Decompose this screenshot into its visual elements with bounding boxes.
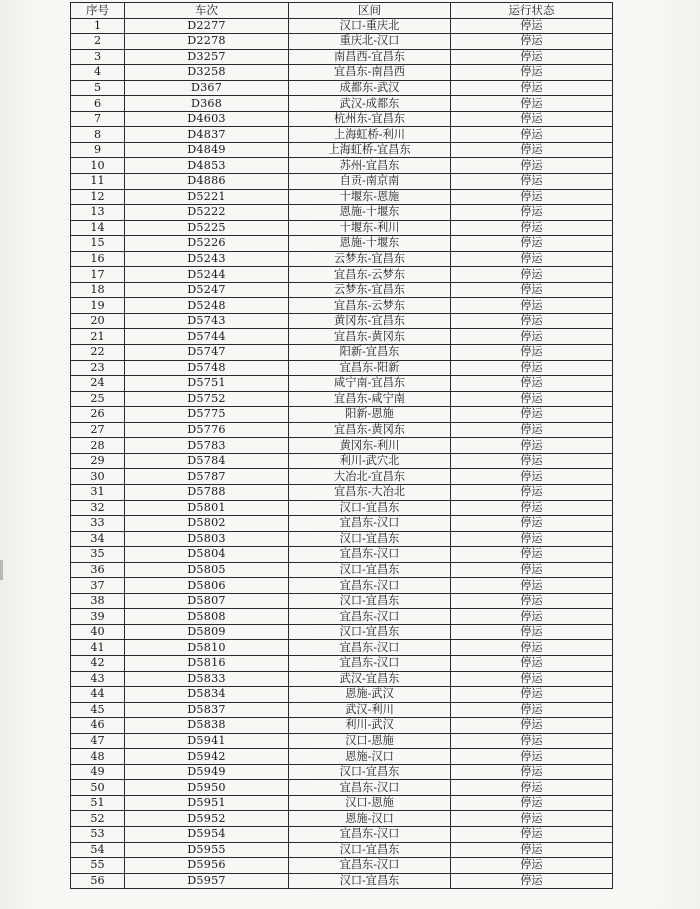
cell-seq: 15 — [71, 236, 125, 252]
cell-seq: 44 — [71, 687, 125, 703]
cell-seq: 39 — [71, 609, 125, 625]
cell-status: 停运 — [451, 811, 613, 827]
table-row — [71, 531, 613, 547]
table-row — [71, 671, 613, 687]
table-row — [71, 220, 613, 236]
cell-route: 宜昌东-南昌西 — [289, 65, 451, 81]
cell-train: D5801 — [125, 500, 289, 516]
cell-status: 停运 — [451, 687, 613, 703]
cell-train: D5805 — [125, 562, 289, 578]
cell-train: D5226 — [125, 236, 289, 252]
cell-seq: 5 — [71, 80, 125, 96]
cell-seq: 52 — [71, 811, 125, 827]
cell-route: 阳新-宜昌东 — [289, 345, 451, 361]
table-row — [71, 702, 613, 718]
cell-train: D5743 — [125, 313, 289, 329]
cell-train: D5941 — [125, 733, 289, 749]
cell-status: 停运 — [451, 407, 613, 423]
cell-seq: 35 — [71, 547, 125, 563]
table-row — [71, 826, 613, 842]
cell-status: 停运 — [451, 422, 613, 438]
cell-train: D2277 — [125, 18, 289, 34]
header-seq: 序号 — [71, 3, 125, 19]
cell-seq: 50 — [71, 780, 125, 796]
cell-status: 停运 — [451, 733, 613, 749]
header-status: 运行状态 — [451, 3, 613, 19]
table-row — [71, 842, 613, 858]
cell-route: 黄冈东-利川 — [289, 438, 451, 454]
cell-status: 停运 — [451, 282, 613, 298]
cell-status: 停运 — [451, 251, 613, 267]
cell-seq: 27 — [71, 422, 125, 438]
cell-status: 停运 — [451, 624, 613, 640]
cell-status: 停运 — [451, 842, 613, 858]
table-row — [71, 640, 613, 656]
cell-route: 宜昌东-汉口 — [289, 655, 451, 671]
cell-route: 汉口-宜昌东 — [289, 624, 451, 640]
cell-seq: 7 — [71, 111, 125, 127]
cell-route: 汉口-宜昌东 — [289, 593, 451, 609]
cell-seq: 20 — [71, 313, 125, 329]
cell-route: 武汉-利川 — [289, 702, 451, 718]
cell-train: D5837 — [125, 702, 289, 718]
cell-status: 停运 — [451, 795, 613, 811]
cell-route: 恩施-汉口 — [289, 811, 451, 827]
cell-seq: 51 — [71, 795, 125, 811]
cell-seq: 22 — [71, 345, 125, 361]
cell-route: 宜昌东-汉口 — [289, 858, 451, 874]
cell-status: 停运 — [451, 65, 613, 81]
cell-route: 武汉-宜昌东 — [289, 671, 451, 687]
cell-status: 停运 — [451, 376, 613, 392]
cell-status: 停运 — [451, 391, 613, 407]
cell-route: 南昌西-宜昌东 — [289, 49, 451, 65]
cell-status: 停运 — [451, 453, 613, 469]
cell-train: D5751 — [125, 376, 289, 392]
cell-route: 上海虹桥-宜昌东 — [289, 142, 451, 158]
table-row — [71, 313, 613, 329]
cell-seq: 41 — [71, 640, 125, 656]
cell-route: 恩施-十堰东 — [289, 236, 451, 252]
table-row — [71, 453, 613, 469]
table-row — [71, 205, 613, 221]
cell-status: 停运 — [451, 484, 613, 500]
table-row — [71, 267, 613, 283]
cell-train: D5951 — [125, 795, 289, 811]
cell-seq: 14 — [71, 220, 125, 236]
cell-train: D5784 — [125, 453, 289, 469]
cell-train: D5804 — [125, 547, 289, 563]
table-row — [71, 407, 613, 423]
cell-route: 利川-武汉 — [289, 718, 451, 734]
table-row — [71, 65, 613, 81]
cell-route: 阳新-恩施 — [289, 407, 451, 423]
cell-seq: 9 — [71, 142, 125, 158]
cell-route: 宜昌东-云梦东 — [289, 267, 451, 283]
cell-route: 汉口-宜昌东 — [289, 531, 451, 547]
table-row — [71, 80, 613, 96]
table-row — [71, 609, 613, 625]
cell-route: 成都东-武汉 — [289, 80, 451, 96]
cell-status: 停运 — [451, 562, 613, 578]
table-row — [71, 578, 613, 594]
cell-train: D5783 — [125, 438, 289, 454]
cell-train: D5807 — [125, 593, 289, 609]
cell-status: 停运 — [451, 609, 613, 625]
table-row — [71, 236, 613, 252]
cell-status: 停运 — [451, 96, 613, 112]
cell-status: 停运 — [451, 531, 613, 547]
cell-train: D5810 — [125, 640, 289, 656]
table-row — [71, 189, 613, 205]
table-row — [71, 298, 613, 314]
cell-seq: 45 — [71, 702, 125, 718]
cell-route: 汉口-宜昌东 — [289, 764, 451, 780]
table-row — [71, 718, 613, 734]
cell-status: 停运 — [451, 702, 613, 718]
cell-status: 停运 — [451, 34, 613, 50]
cell-seq: 49 — [71, 764, 125, 780]
cell-seq: 48 — [71, 749, 125, 765]
cell-train: D5244 — [125, 267, 289, 283]
cell-status: 停运 — [451, 345, 613, 361]
cell-train: D5744 — [125, 329, 289, 345]
cell-seq: 36 — [71, 562, 125, 578]
cell-seq: 30 — [71, 469, 125, 485]
cell-route: 宜昌东-汉口 — [289, 609, 451, 625]
table-row — [71, 345, 613, 361]
cell-route: 自贡-南京南 — [289, 174, 451, 190]
cell-train: D5957 — [125, 873, 289, 889]
table-row — [71, 282, 613, 298]
cell-seq: 17 — [71, 267, 125, 283]
cell-train: D4837 — [125, 127, 289, 143]
cell-train: D5752 — [125, 391, 289, 407]
table-row — [71, 18, 613, 34]
cell-seq: 12 — [71, 189, 125, 205]
cell-seq: 53 — [71, 826, 125, 842]
cell-train: D5775 — [125, 407, 289, 423]
cell-seq: 47 — [71, 733, 125, 749]
cell-status: 停运 — [451, 127, 613, 143]
cell-train: D5949 — [125, 764, 289, 780]
cell-route: 十堰东-恩施 — [289, 189, 451, 205]
cell-seq: 19 — [71, 298, 125, 314]
table-row — [71, 329, 613, 345]
cell-route: 杭州东-宜昌东 — [289, 111, 451, 127]
cell-train: D4886 — [125, 174, 289, 190]
table-row — [71, 391, 613, 407]
cell-route: 苏州-宜昌东 — [289, 158, 451, 174]
cell-seq: 4 — [71, 65, 125, 81]
cell-status: 停运 — [451, 749, 613, 765]
cell-train: D5955 — [125, 842, 289, 858]
cell-route: 汉口-宜昌东 — [289, 873, 451, 889]
cell-seq: 28 — [71, 438, 125, 454]
cell-status: 停运 — [451, 764, 613, 780]
cell-seq: 56 — [71, 873, 125, 889]
cell-train: D4849 — [125, 142, 289, 158]
cell-train: D5956 — [125, 858, 289, 874]
cell-seq: 37 — [71, 578, 125, 594]
cell-train: D5776 — [125, 422, 289, 438]
cell-status: 停运 — [451, 111, 613, 127]
cell-seq: 40 — [71, 624, 125, 640]
cell-route: 汉口-恩施 — [289, 795, 451, 811]
cell-seq: 8 — [71, 127, 125, 143]
table-row — [71, 562, 613, 578]
cell-status: 停运 — [451, 174, 613, 190]
cell-train: D5247 — [125, 282, 289, 298]
page-edge-mark — [0, 560, 3, 580]
table-row — [71, 687, 613, 703]
table-row — [71, 96, 613, 112]
cell-seq: 2 — [71, 34, 125, 50]
cell-status: 停运 — [451, 329, 613, 345]
cell-train: D5954 — [125, 826, 289, 842]
cell-train: D5806 — [125, 578, 289, 594]
cell-seq: 3 — [71, 49, 125, 65]
cell-status: 停运 — [451, 516, 613, 532]
cell-seq: 54 — [71, 842, 125, 858]
table-row — [71, 251, 613, 267]
cell-seq: 31 — [71, 484, 125, 500]
cell-route: 云梦东-宜昌东 — [289, 251, 451, 267]
cell-route: 上海虹桥-利川 — [289, 127, 451, 143]
cell-status: 停运 — [451, 142, 613, 158]
cell-train: D3257 — [125, 49, 289, 65]
cell-train: D5950 — [125, 780, 289, 796]
table-row — [71, 422, 613, 438]
table-row — [71, 376, 613, 392]
table-row — [71, 749, 613, 765]
cell-seq: 18 — [71, 282, 125, 298]
cell-train: D5809 — [125, 624, 289, 640]
table-row — [71, 500, 613, 516]
cell-train: D4603 — [125, 111, 289, 127]
cell-route: 宜昌东-汉口 — [289, 780, 451, 796]
cell-route: 汉口-宜昌东 — [289, 562, 451, 578]
cell-route: 宜昌东-黄冈东 — [289, 422, 451, 438]
cell-status: 停运 — [451, 158, 613, 174]
cell-status: 停运 — [451, 267, 613, 283]
table-row — [71, 484, 613, 500]
cell-route: 武汉-成都东 — [289, 96, 451, 112]
cell-train: D4853 — [125, 158, 289, 174]
cell-route: 黄冈东-宜昌东 — [289, 313, 451, 329]
cell-route: 宜昌东-阳新 — [289, 360, 451, 376]
cell-train: D5834 — [125, 687, 289, 703]
cell-seq: 43 — [71, 671, 125, 687]
table-row — [71, 873, 613, 889]
cell-train: D367 — [125, 80, 289, 96]
cell-route: 汉口-重庆北 — [289, 18, 451, 34]
cell-route: 宜昌东-汉口 — [289, 547, 451, 563]
cell-status: 停运 — [451, 189, 613, 205]
cell-route: 宜昌东-咸宁南 — [289, 391, 451, 407]
cell-train: D5802 — [125, 516, 289, 532]
cell-status: 停运 — [451, 780, 613, 796]
cell-seq: 6 — [71, 96, 125, 112]
table-row — [71, 547, 613, 563]
table-body — [71, 18, 613, 889]
cell-status: 停运 — [451, 671, 613, 687]
cell-seq: 42 — [71, 655, 125, 671]
cell-status: 停运 — [451, 500, 613, 516]
cell-status: 停运 — [451, 360, 613, 376]
cell-seq: 24 — [71, 376, 125, 392]
cell-train: D5816 — [125, 655, 289, 671]
cell-train: D5833 — [125, 671, 289, 687]
header-route: 区间 — [289, 3, 451, 19]
cell-route: 宜昌东-汉口 — [289, 826, 451, 842]
cell-train: D5952 — [125, 811, 289, 827]
cell-seq: 46 — [71, 718, 125, 734]
cell-status: 停运 — [451, 220, 613, 236]
cell-route: 咸宁南-宜昌东 — [289, 376, 451, 392]
cell-seq: 33 — [71, 516, 125, 532]
cell-train: D5748 — [125, 360, 289, 376]
table-row — [71, 174, 613, 190]
cell-train: D5243 — [125, 251, 289, 267]
cell-status: 停运 — [451, 858, 613, 874]
cell-route: 汉口-宜昌东 — [289, 500, 451, 516]
cell-status: 停运 — [451, 313, 613, 329]
table-row — [71, 49, 613, 65]
table-row — [71, 733, 613, 749]
cell-seq: 11 — [71, 174, 125, 190]
train-suspension-table — [70, 2, 613, 889]
cell-seq: 34 — [71, 531, 125, 547]
cell-seq: 16 — [71, 251, 125, 267]
cell-route: 宜昌东-汉口 — [289, 640, 451, 656]
table-row — [71, 142, 613, 158]
cell-seq: 32 — [71, 500, 125, 516]
cell-route: 汉口-宜昌东 — [289, 842, 451, 858]
cell-status: 停运 — [451, 205, 613, 221]
cell-route: 汉口-恩施 — [289, 733, 451, 749]
table-row — [71, 360, 613, 376]
cell-seq: 13 — [71, 205, 125, 221]
cell-seq: 25 — [71, 391, 125, 407]
cell-status: 停运 — [451, 873, 613, 889]
table-row — [71, 127, 613, 143]
table-row — [71, 158, 613, 174]
table-row — [71, 655, 613, 671]
cell-route: 恩施-武汉 — [289, 687, 451, 703]
cell-seq: 55 — [71, 858, 125, 874]
cell-route: 宜昌东-黄冈东 — [289, 329, 451, 345]
cell-route: 宜昌东-汉口 — [289, 516, 451, 532]
table-row — [71, 764, 613, 780]
cell-status: 停运 — [451, 655, 613, 671]
cell-route: 大冶北-宜昌东 — [289, 469, 451, 485]
cell-train: D3258 — [125, 65, 289, 81]
table-row — [71, 34, 613, 50]
cell-train: D5838 — [125, 718, 289, 734]
cell-seq: 29 — [71, 453, 125, 469]
cell-seq: 1 — [71, 18, 125, 34]
cell-train: D5222 — [125, 205, 289, 221]
cell-train: D5225 — [125, 220, 289, 236]
cell-route: 十堰东-利川 — [289, 220, 451, 236]
table-row — [71, 438, 613, 454]
cell-route: 恩施-汉口 — [289, 749, 451, 765]
table-row — [71, 593, 613, 609]
cell-status: 停运 — [451, 80, 613, 96]
cell-status: 停运 — [451, 640, 613, 656]
cell-route: 宜昌东-汉口 — [289, 578, 451, 594]
cell-status: 停运 — [451, 236, 613, 252]
cell-train: D5788 — [125, 484, 289, 500]
table-row — [71, 111, 613, 127]
table-row — [71, 811, 613, 827]
cell-seq: 21 — [71, 329, 125, 345]
cell-train: D5248 — [125, 298, 289, 314]
table-row — [71, 624, 613, 640]
cell-seq: 10 — [71, 158, 125, 174]
cell-train: D5787 — [125, 469, 289, 485]
cell-route: 宜昌东-大冶北 — [289, 484, 451, 500]
table-row — [71, 858, 613, 874]
cell-train: D2278 — [125, 34, 289, 50]
cell-status: 停运 — [451, 469, 613, 485]
cell-status: 停运 — [451, 578, 613, 594]
header-train: 车次 — [125, 3, 289, 19]
cell-status: 停运 — [451, 49, 613, 65]
cell-seq: 26 — [71, 407, 125, 423]
table-row — [71, 795, 613, 811]
table-row — [71, 516, 613, 532]
cell-train: D5221 — [125, 189, 289, 205]
cell-route: 恩施-十堰东 — [289, 205, 451, 221]
cell-seq: 38 — [71, 593, 125, 609]
cell-status: 停运 — [451, 438, 613, 454]
cell-route: 利川-武穴北 — [289, 453, 451, 469]
cell-train: D5942 — [125, 749, 289, 765]
cell-status: 停运 — [451, 547, 613, 563]
table-row — [71, 780, 613, 796]
cell-status: 停运 — [451, 718, 613, 734]
cell-train: D5808 — [125, 609, 289, 625]
cell-status: 停运 — [451, 298, 613, 314]
table-row — [71, 469, 613, 485]
cell-train: D5803 — [125, 531, 289, 547]
cell-route: 云梦东-宜昌东 — [289, 282, 451, 298]
cell-status: 停运 — [451, 18, 613, 34]
cell-route: 重庆北-汉口 — [289, 34, 451, 50]
cell-status: 停运 — [451, 593, 613, 609]
cell-seq: 23 — [71, 360, 125, 376]
cell-train: D5747 — [125, 345, 289, 361]
cell-route: 宜昌东-云梦东 — [289, 298, 451, 314]
cell-train: D368 — [125, 96, 289, 112]
table-header-row — [71, 3, 613, 19]
cell-status: 停运 — [451, 826, 613, 842]
